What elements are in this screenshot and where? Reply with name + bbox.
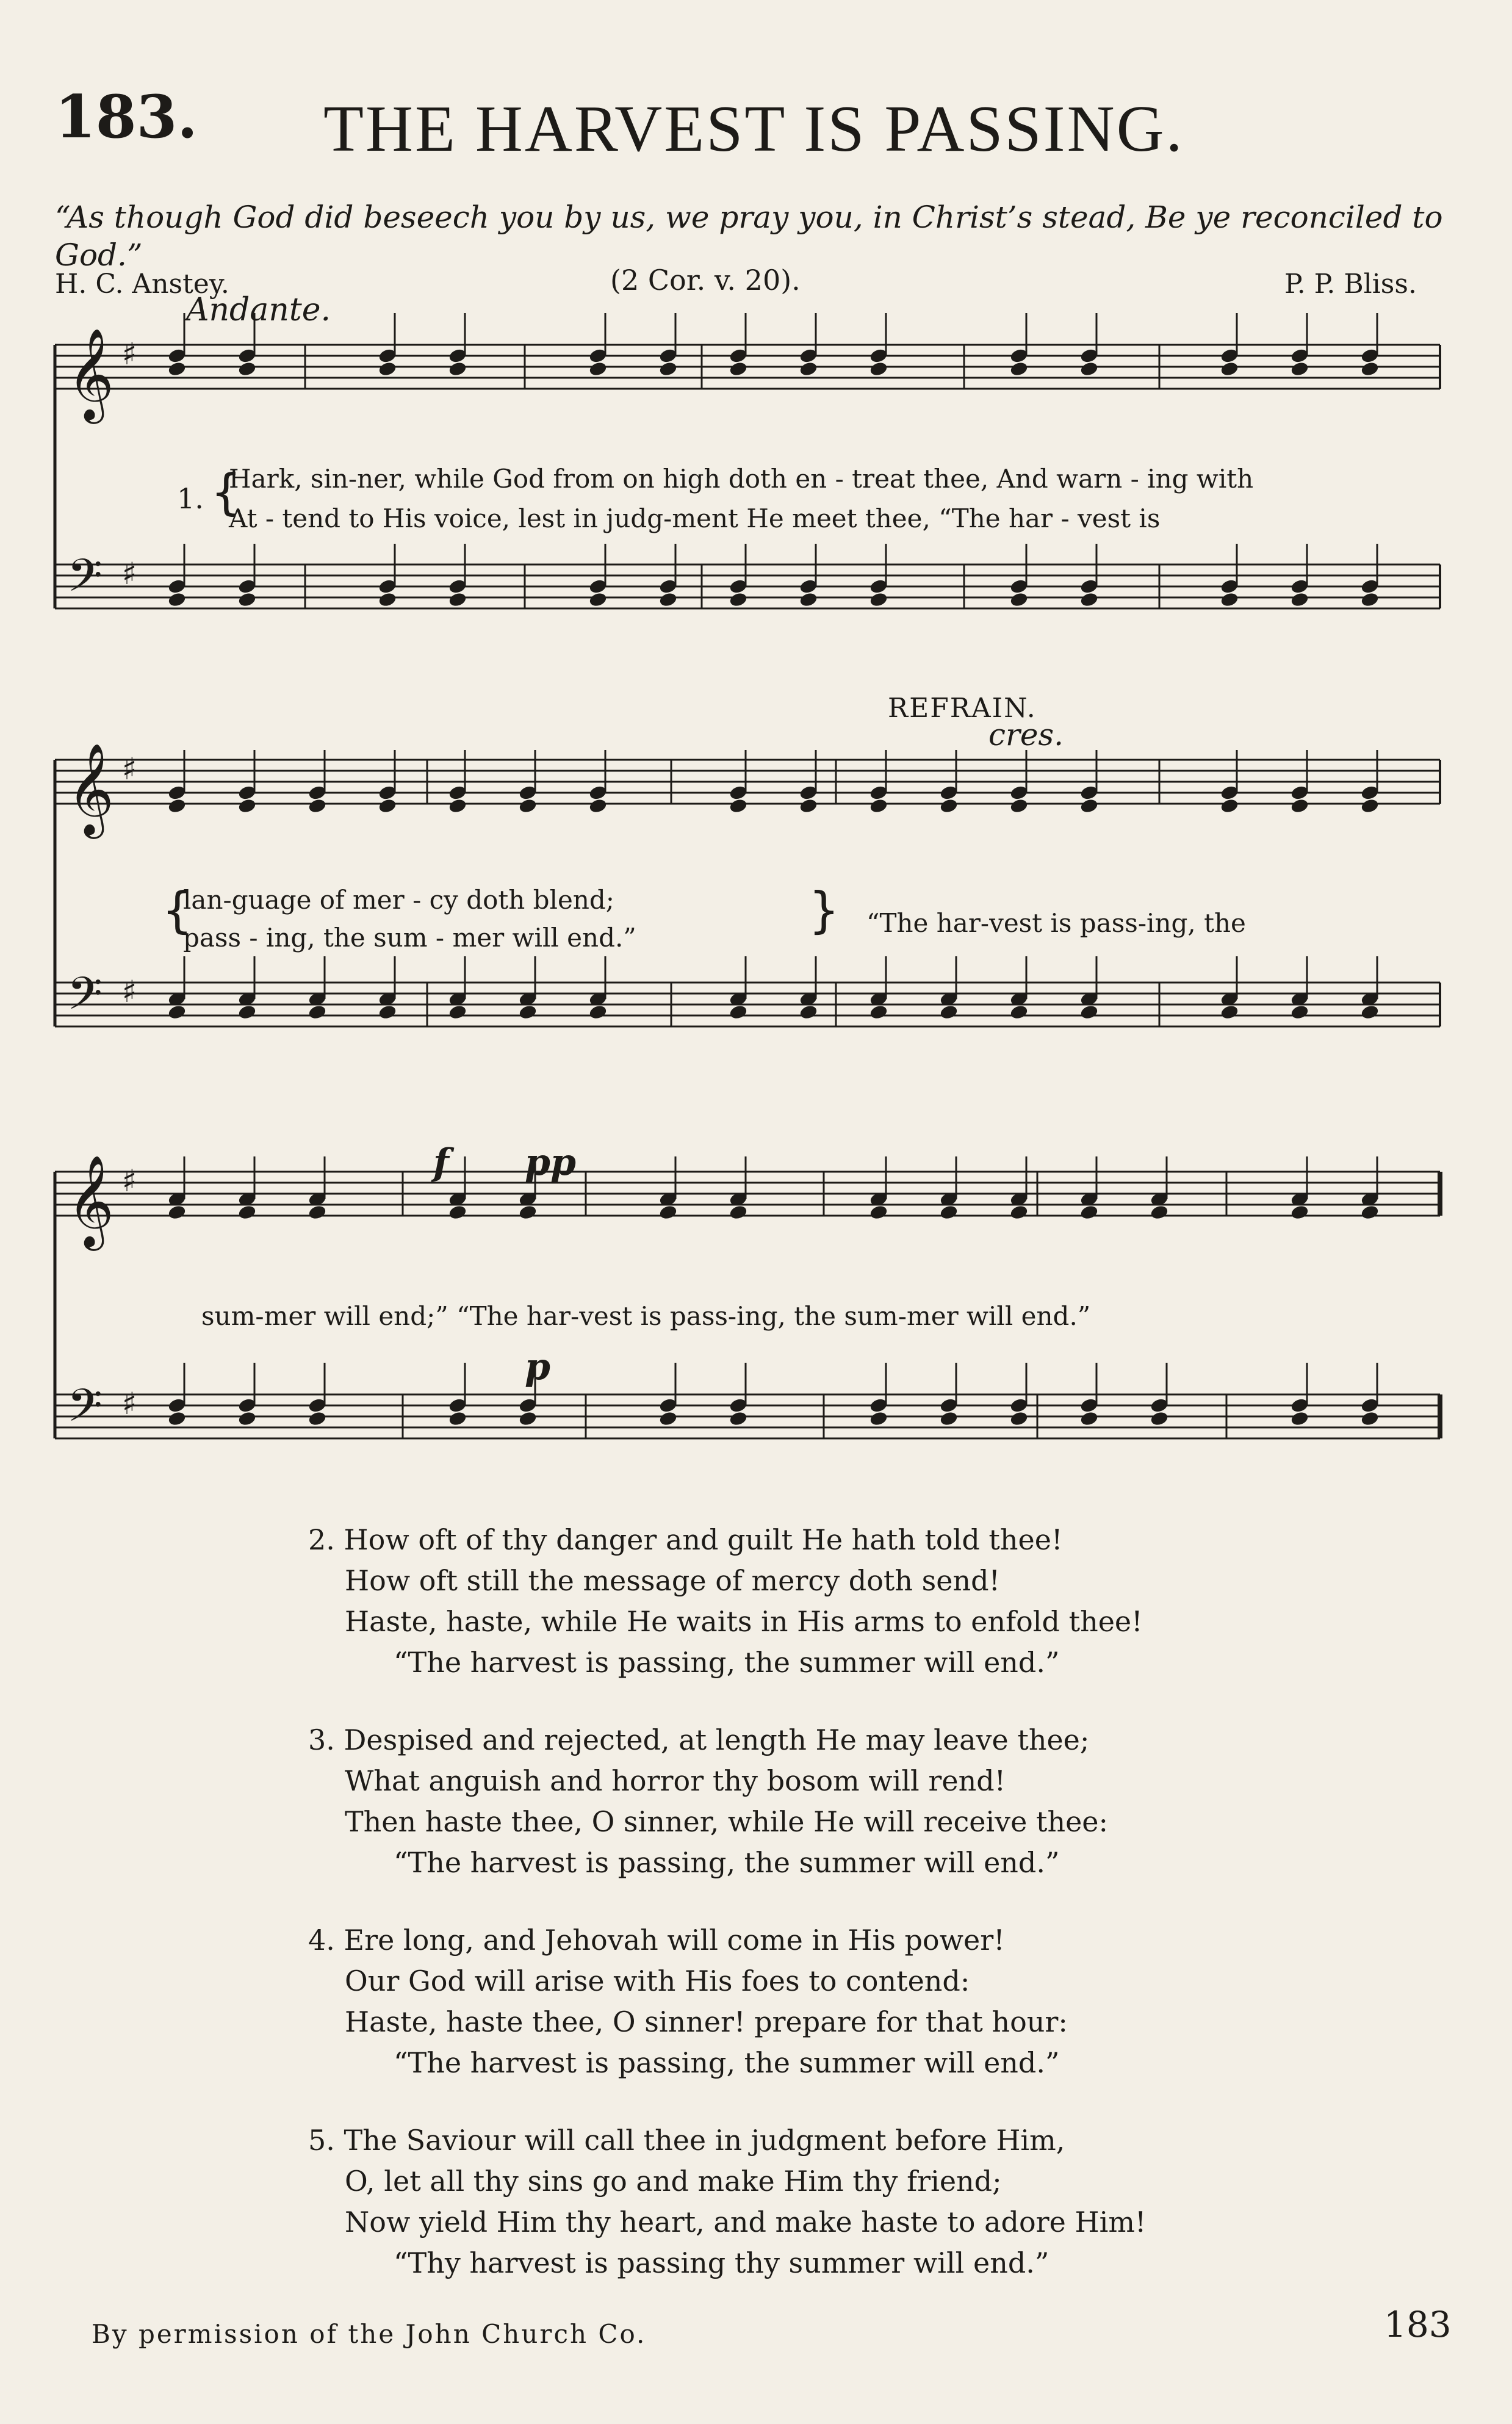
permission-notice: By permission of the John Church Co. <box>92 2319 647 2349</box>
lyric-line: At - tend to His voice, lest in judg-ment He meet thee, “The har - vest is <box>229 503 1161 533</box>
stanza-line: “The harvest is passing, the summer will end.” <box>394 2046 1060 2079</box>
dynamic-piano: p <box>525 1346 550 1388</box>
stanza-line: 5. The Saviour will call thee in judgment before Him, <box>308 2124 1065 2157</box>
stanza-line: 4. Ere long, and Jehovah will come in His power! <box>308 1924 1005 1957</box>
scripture-quote: “As though God did beseech you by us, we pray you, in Christ’s stead, Be ye reconciled to God.” <box>55 200 1443 273</box>
svg-text:𝄢: 𝄢 <box>67 967 103 1031</box>
lyric-line: sum-mer will end;” “The har-vest is pass-ing, the sum-mer will end.” <box>201 1301 1091 1331</box>
hymn-title: THE HARVEST IS PASSING. <box>323 93 1184 165</box>
tempo-marking: Andante. <box>186 292 331 328</box>
stanza-line: “Thy harvest is passing thy summer will end.” <box>394 2246 1049 2279</box>
lyric-line: Hark, sin-ner, while God from on high doth en - treat thee, And warn - ing with <box>229 464 1254 494</box>
stanza <box>308 1920 1146 2083</box>
hymn-number: 183. <box>55 82 198 151</box>
page-number: 183 <box>1384 2304 1452 2345</box>
scripture-reference: (2 Cor. v. 20). <box>610 264 801 297</box>
lyric-brace: } <box>808 882 840 939</box>
lyric-line: lan-guage of mer - cy doth blend; <box>183 885 614 915</box>
svg-text:𝄢: 𝄢 <box>67 1379 103 1443</box>
lyric-line: pass - ing, the sum - mer will end.” <box>183 923 636 953</box>
svg-text:𝄞: 𝄞 <box>67 327 114 420</box>
dynamic-pianissimo: pp <box>525 1141 576 1184</box>
stanza-line: Our God will arise with His foes to contend: <box>345 1964 970 1997</box>
stanza-line: “The harvest is passing, the summer will end.” <box>394 1846 1060 1879</box>
lyric-brace: { <box>162 882 193 939</box>
stanza-line: 3. Despised and rejected, at length He may leave thee; <box>308 1723 1090 1756</box>
author: H. C. Anstey. <box>55 269 229 300</box>
refrain-marking: REFRAIN. <box>888 693 1037 724</box>
svg-text:♯: ♯ <box>122 974 137 1009</box>
svg-text:𝄞: 𝄞 <box>67 1154 114 1247</box>
svg-text:♯: ♯ <box>122 1386 137 1421</box>
stanza <box>308 2120 1146 2284</box>
svg-text:♯: ♯ <box>122 751 137 787</box>
additional-stanzas <box>308 1520 1146 2320</box>
stanza-line: How oft still the message of mercy doth send! <box>345 1564 1001 1597</box>
svg-text:♯: ♯ <box>122 336 137 372</box>
svg-text:♯: ♯ <box>122 556 137 591</box>
stanza <box>308 1520 1146 1683</box>
svg-text:𝄢: 𝄢 <box>67 549 103 613</box>
stanza-line: Then haste thee, O sinner, while He will receive thee: <box>345 1805 1109 1838</box>
crescendo-marking: cres. <box>988 717 1064 752</box>
dynamic-forte: f <box>433 1141 449 1184</box>
stanza-line: 2. How oft of thy danger and guilt He hath told thee! <box>308 1523 1063 1556</box>
stanza-line: Now yield Him thy heart, and make haste to adore Him! <box>345 2206 1147 2238</box>
composer: P. P. Bliss. <box>1284 269 1417 300</box>
stanza-line: “The harvest is passing, the summer will end.” <box>394 1646 1060 1679</box>
svg-text:♯: ♯ <box>122 1163 137 1199</box>
lyric-brace: { <box>211 464 242 521</box>
verse-number: 1. <box>177 482 204 515</box>
lyric-line: “The har-vest is pass-ing, the <box>866 908 1246 938</box>
stanza-line: O, let all thy sins go and make Him thy friend; <box>345 2165 1002 2198</box>
stanza-line: What anguish and horror thy bosom will rend! <box>345 1764 1006 1797</box>
stanza-line: Haste, haste, while He waits in His arms to enfold thee! <box>345 1605 1143 1638</box>
stanza-line: Haste, haste thee, O sinner! prepare for that hour: <box>345 2005 1068 2038</box>
svg-text:𝄞: 𝄞 <box>67 742 114 835</box>
stanza <box>308 1720 1146 1883</box>
